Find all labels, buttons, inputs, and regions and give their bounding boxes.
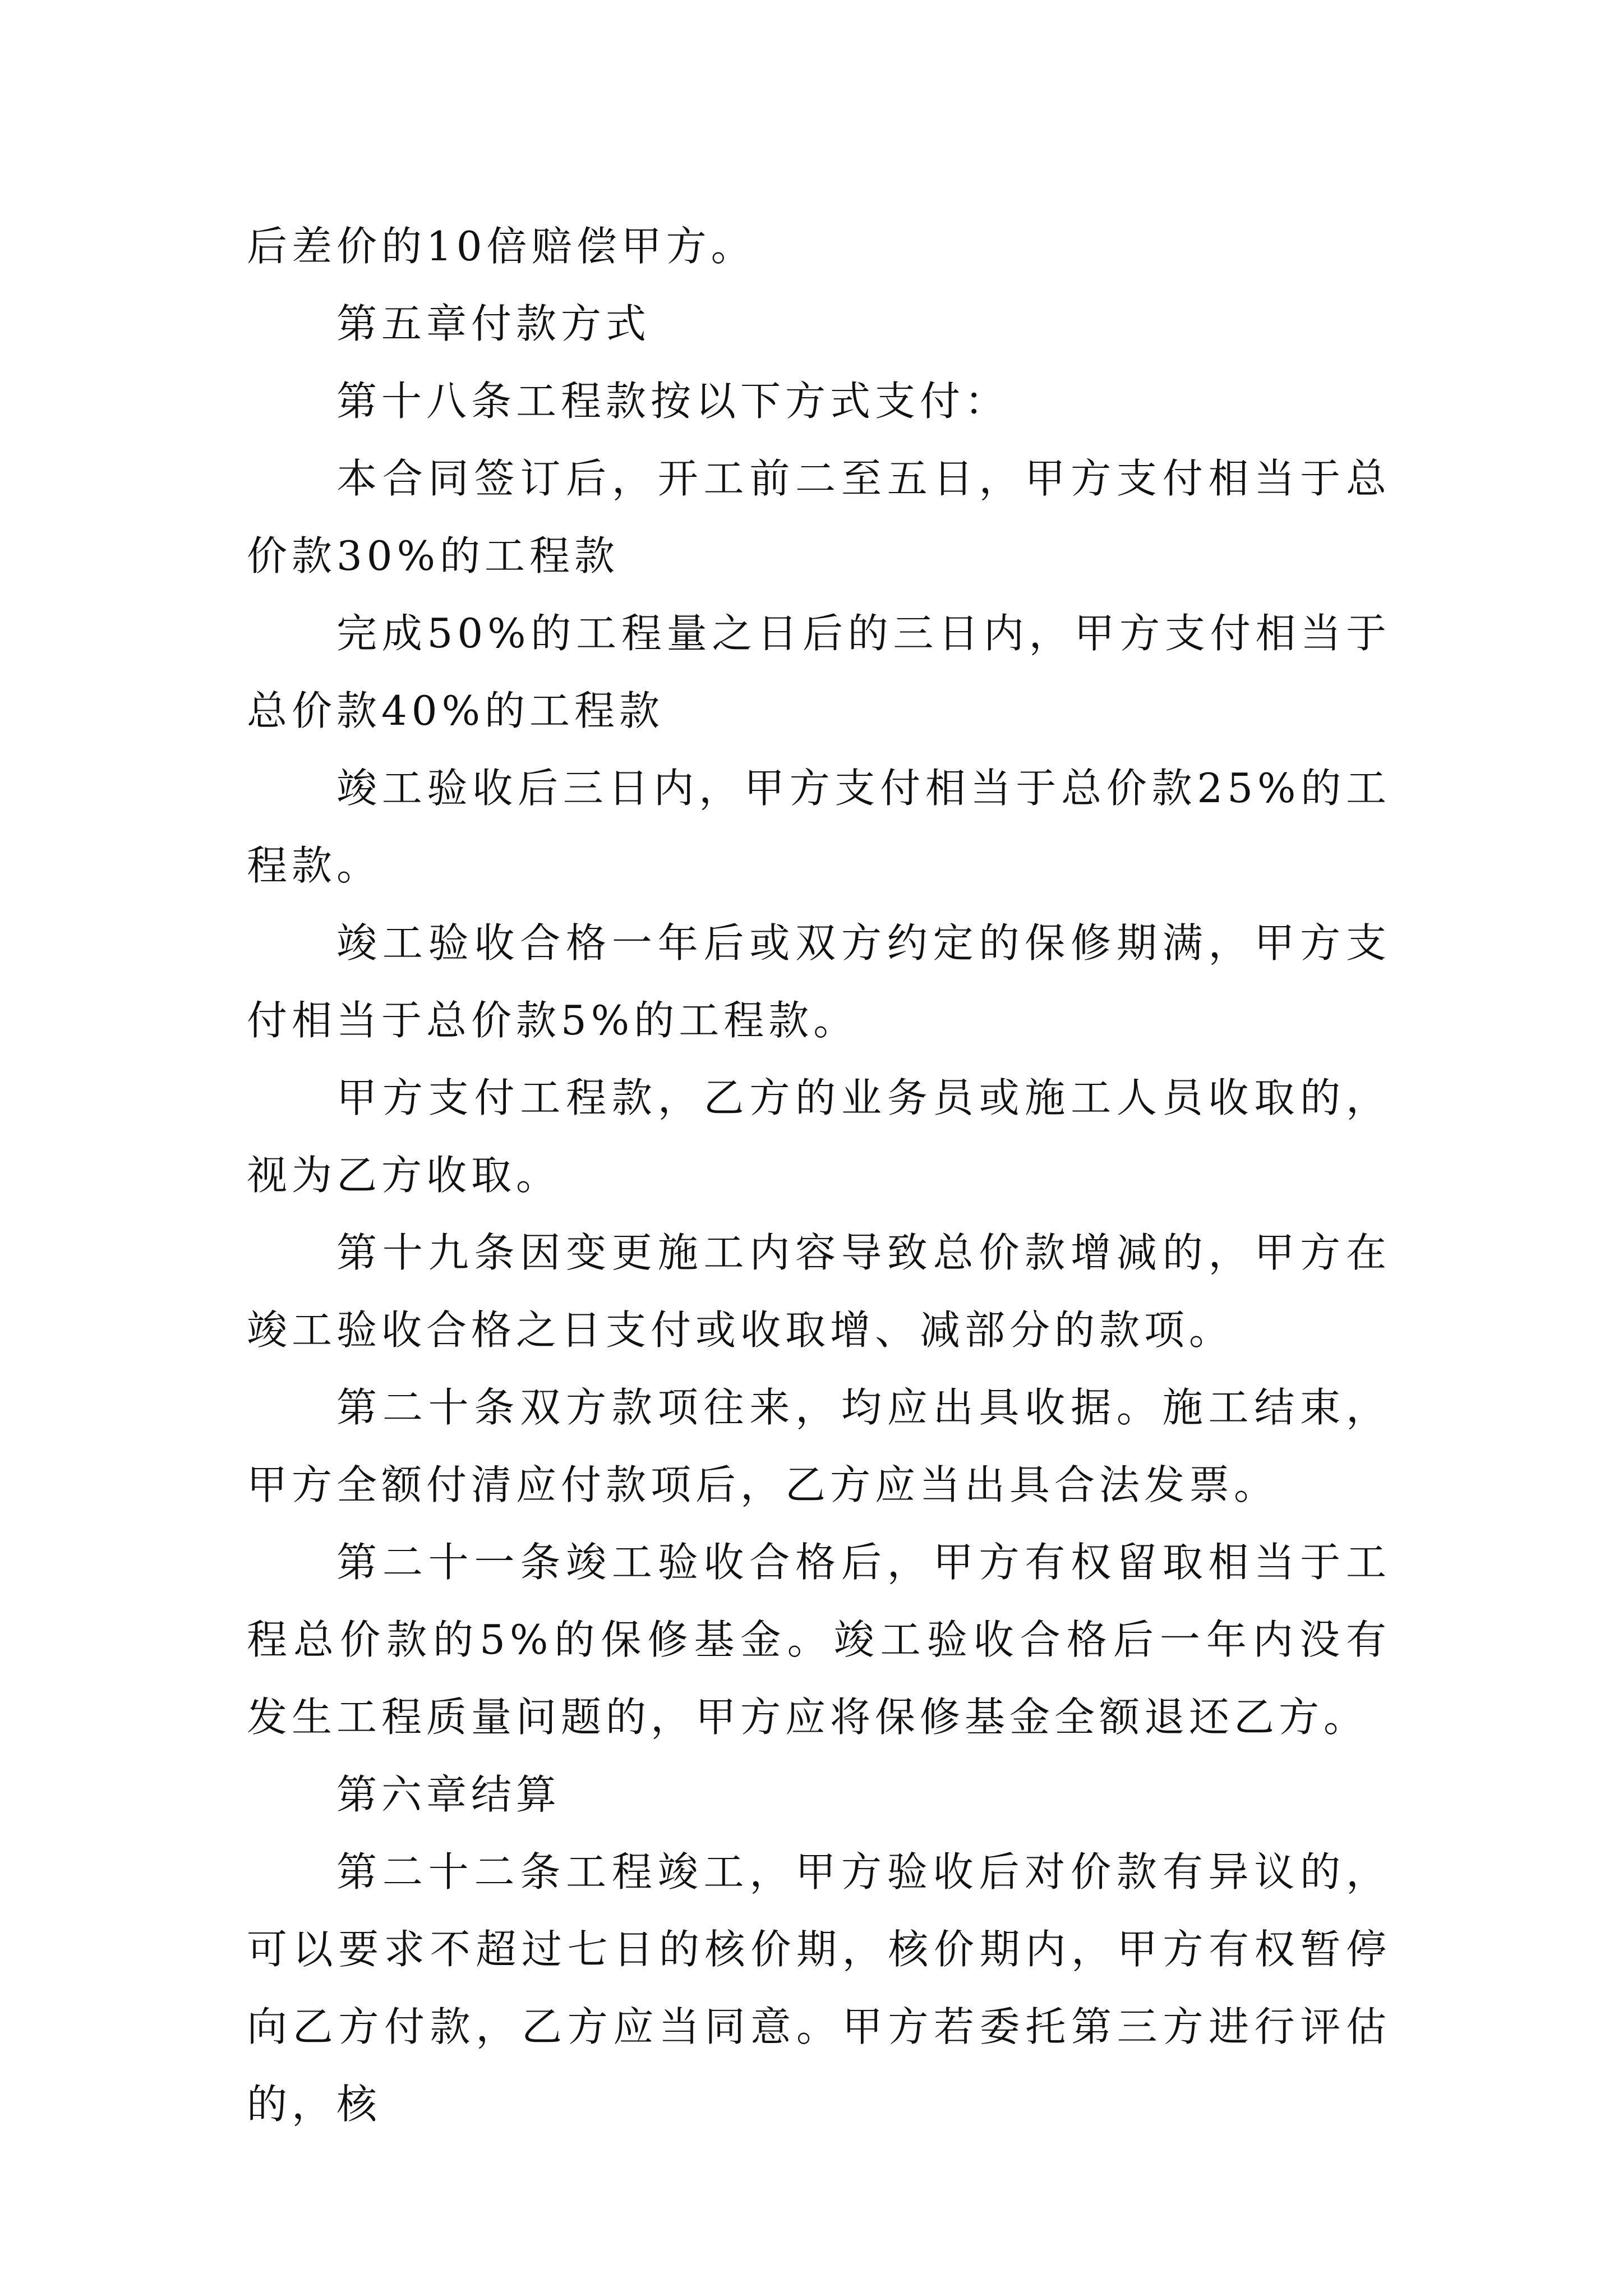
article-18: 第十八条工程款按以下方式支付： [336, 378, 1010, 425]
chapter-heading-payment: 第五章付款方式 [336, 300, 651, 347]
article-20: 第二十条双方款项往来，均应出具收据。施工结束，甲方全额付清应付款项后，乙方应当出具合法发票。 [247, 1384, 1391, 1508]
article-19: 第十九条因变更施工内容导致总价款增减的，甲方在竣工验收合格之日支付或收取增、减部分的款项。 [247, 1229, 1391, 1354]
payment-collection-clause: 甲方支付工程款，乙方的业务员或施工人员收取的，视为乙方收取。 [247, 1074, 1391, 1199]
chapter-heading-settlement: 第六章结算 [336, 1771, 561, 1818]
payment-term-4: 竣工验收合格一年后或双方约定的保修期满，甲方支付相当于总价款5%的工程款。 [247, 919, 1391, 1044]
payment-term-2: 完成50%的工程量之日后的三日内，甲方支付相当于总价款40%的工程款 [247, 610, 1391, 734]
payment-term-3: 竣工验收后三日内，甲方支付相当于总价款25%的工程款。 [247, 765, 1391, 889]
payment-term-1: 本合同签订后，开工前二至五日，甲方支付相当于总价款30%的工程款 [247, 455, 1391, 579]
article-21: 第二十一条竣工验收合格后，甲方有权留取相当于工程总价款的5%的保修基金。竣工验收合格后一年内没有发生工程质量问题的，甲方应将保修基金全额退还乙方。 [247, 1539, 1391, 1741]
document-body [247, 208, 1391, 2143]
paragraph-continuation: 后差价的10倍赔偿甲方。 [247, 223, 756, 270]
article-22: 第二十二条工程竣工，甲方验收后对价款有异议的，可以要求不超过七日的核价期，核价期内，甲方有权暂停向乙方付款，乙方应当同意。甲方若委托第三方进行评估的，核 [247, 1848, 1391, 2128]
